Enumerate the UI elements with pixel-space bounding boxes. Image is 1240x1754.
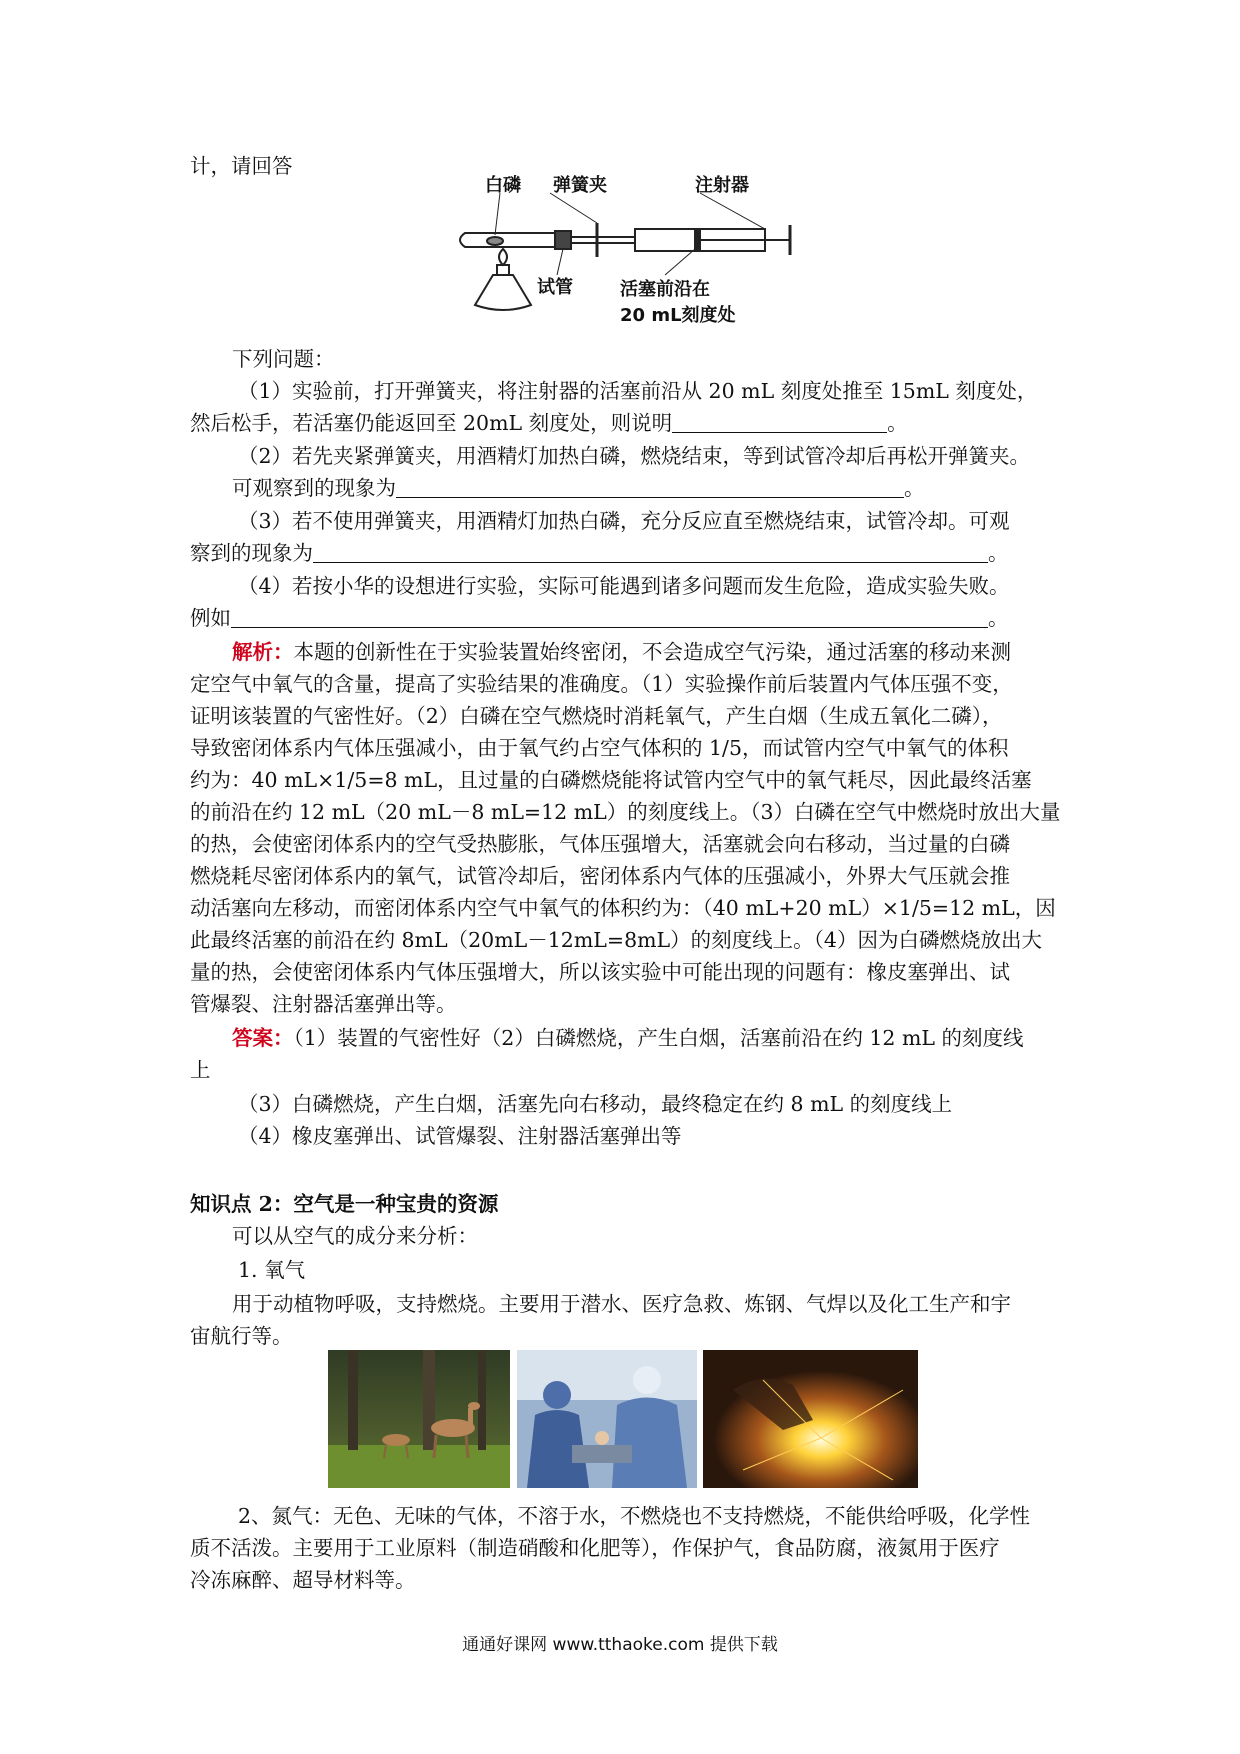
oxygen-line-1: 用于动植物呼吸，支持燃烧。主要用于潜水、医疗急救、炼钢、气焊以及化工生产和宇 (232, 1292, 1011, 1316)
answer-line-1: 答案：（1）装置的气密性好（2）白磷燃烧，产生白烟，活塞前沿在约 12 mL 的刻度线 (232, 1026, 1024, 1050)
q4-text: 例如 (190, 606, 231, 630)
q3-line-b (190, 537, 1060, 569)
label-piston-2: 20 mL刻度处 (620, 305, 736, 326)
q2-text: 可观察到的现象为 (232, 476, 396, 500)
analysis-line-1: 解析：本题的创新性在于实验装置始终密闭，不会造成空气污染，通过活塞的移动来测 (232, 640, 1011, 664)
q1-line-a: （1）实验前，打开弹簧夹，将注射器的活塞前沿从 20 mL 刻度处推至 15mL 刻度处， (238, 379, 1038, 403)
analysis-line-2: 定空气中氧气的含量，提高了实验结果的准确度。（1）实验操作前后装置内气体压强不变， (190, 672, 1013, 696)
q2-line-a: （2）若先夹紧弹簧夹，用酒精灯加热白磷，燃烧结束，等到试管冷却后再松开弹簧夹。 (238, 444, 1031, 468)
q3-line-a: （3）若不使用弹簧夹，用酒精灯加热白磷，充分反应直至燃烧结束，试管冷却。可观 (238, 509, 1010, 533)
q2-answer-blank[interactable] (396, 475, 904, 498)
q1-period: 。 (887, 411, 908, 435)
nitrogen-line-3: 冷冻麻醉、超导材料等。 (190, 1568, 416, 1592)
q1-line-b (190, 407, 1060, 439)
section-intro: 可以从空气的成分来分析： (232, 1224, 478, 1248)
q4-period: 。 (988, 606, 1009, 630)
analysis-line-3: 证明该装置的气密性好。（2）白磷在空气燃烧时消耗氧气，产生白烟（生成五氧化二磷）， (190, 704, 1003, 728)
analysis-line-8: 燃烧耗尽密闭体系内的氧气，试管冷却后，密闭体系内气体的压强减小，外界大气压就会推 (190, 864, 1010, 888)
q3-text: 察到的现象为 (190, 541, 313, 565)
q3-answer-blank[interactable] (313, 540, 988, 563)
oxygen-line-2: 宙航行等。 (190, 1324, 293, 1348)
q3-period: 。 (988, 541, 1009, 565)
section-heading: 知识点 2：空气是一种宝贵的资源 (190, 1192, 499, 1216)
welding-photo (703, 1350, 918, 1488)
q1-answer-blank[interactable] (672, 410, 887, 433)
analysis-line-6: 的前沿在约 12 mL（20 mL－8 mL=12 mL）的刻度线上。（3）白磷在空气中燃烧时放出大量 (190, 800, 1061, 824)
analysis-line-11: 量的热，会使密闭体系内气体压强增大，所以该实验中可能出现的问题有：橡皮塞弹出、试 (190, 960, 1010, 984)
q1-text: 然后松手，若活塞仍能返回至 20mL 刻度处，则说明 (190, 411, 673, 435)
continuation-text: 计，请回答 (190, 154, 293, 178)
answer-label: 答案： (232, 1026, 294, 1050)
deer-photo (328, 1350, 510, 1488)
label-piston-1: 活塞前沿在 (620, 279, 710, 300)
q4-line-b (190, 602, 1060, 634)
analysis-line-10: 此最终活塞的前沿在约 8mL（20mL－12mL=8mL）的刻度线上。（4）因为白磷燃烧放出大 (190, 928, 1042, 952)
oxygen-title: 1. 氧气 (238, 1258, 306, 1282)
q2-line-b (232, 472, 1102, 504)
q4-line-a: （4）若按小华的设想进行实验，实际可能遇到诸多问题而发生危险，造成实验失败。 (238, 574, 1010, 598)
analysis-line-7: 的热，会使密闭体系内的空气受热膨胀，气体压强增大，活塞就会向右移动，当过量的白磷 (190, 832, 1010, 856)
label-clip: 弹簧夹 (553, 175, 607, 196)
apparatus-diagram (445, 175, 805, 340)
test-tube-shape (460, 233, 555, 247)
q2-period: 。 (904, 476, 925, 500)
answer-line-2: 上 (190, 1058, 211, 1082)
footer-text: 通通好课网 www.tthaoke.com 提供下载 (462, 1635, 778, 1655)
answer-line-3: （3）白磷燃烧，产生白烟，活塞先向右移动，最终稳定在约 8 mL 的刻度线上 (238, 1092, 953, 1116)
analysis-line-5: 约为：40 mL×1/5=8 mL，且过量的白磷燃烧能将试管内空气中的氧气耗尽，因此最终活塞 (190, 768, 1032, 792)
analysis-label: 解析： (232, 640, 294, 664)
surgery-photo (517, 1350, 697, 1488)
answer-line-4: （4）橡皮塞弹出、试管爆裂、注射器活塞弹出等 (238, 1124, 682, 1148)
analysis-line-12: 管爆裂、注射器活塞弹出等。 (190, 992, 457, 1016)
nitrogen-line-1: 2、氮气：无色、无味的气体，不溶于水，不燃烧也不支持燃烧，不能供给呼吸，化学性 (238, 1504, 1031, 1528)
nitrogen-line-2: 质不活泼。主要用于工业原料（制造硝酸和化肥等），作保护气，食品防腐，液氮用于医疗 (190, 1536, 1000, 1560)
label-baipin: 白磷 (485, 175, 521, 196)
analysis-line-9: 动活塞向左移动，而密闭体系内空气中氧气的体积约为：（40 mL+20 mL）×1/5=12 mL，因 (190, 896, 1056, 920)
q4-answer-blank[interactable] (231, 605, 988, 628)
questions-intro: 下列问题： (232, 347, 335, 371)
analysis-line-4: 导致密闭体系内气体压强减小，由于氧气约占空气体积的 1/5，而试管内空气中氧气的体积 (190, 736, 1009, 760)
label-syringe: 注射器 (695, 175, 749, 196)
label-tube: 试管 (537, 277, 573, 298)
